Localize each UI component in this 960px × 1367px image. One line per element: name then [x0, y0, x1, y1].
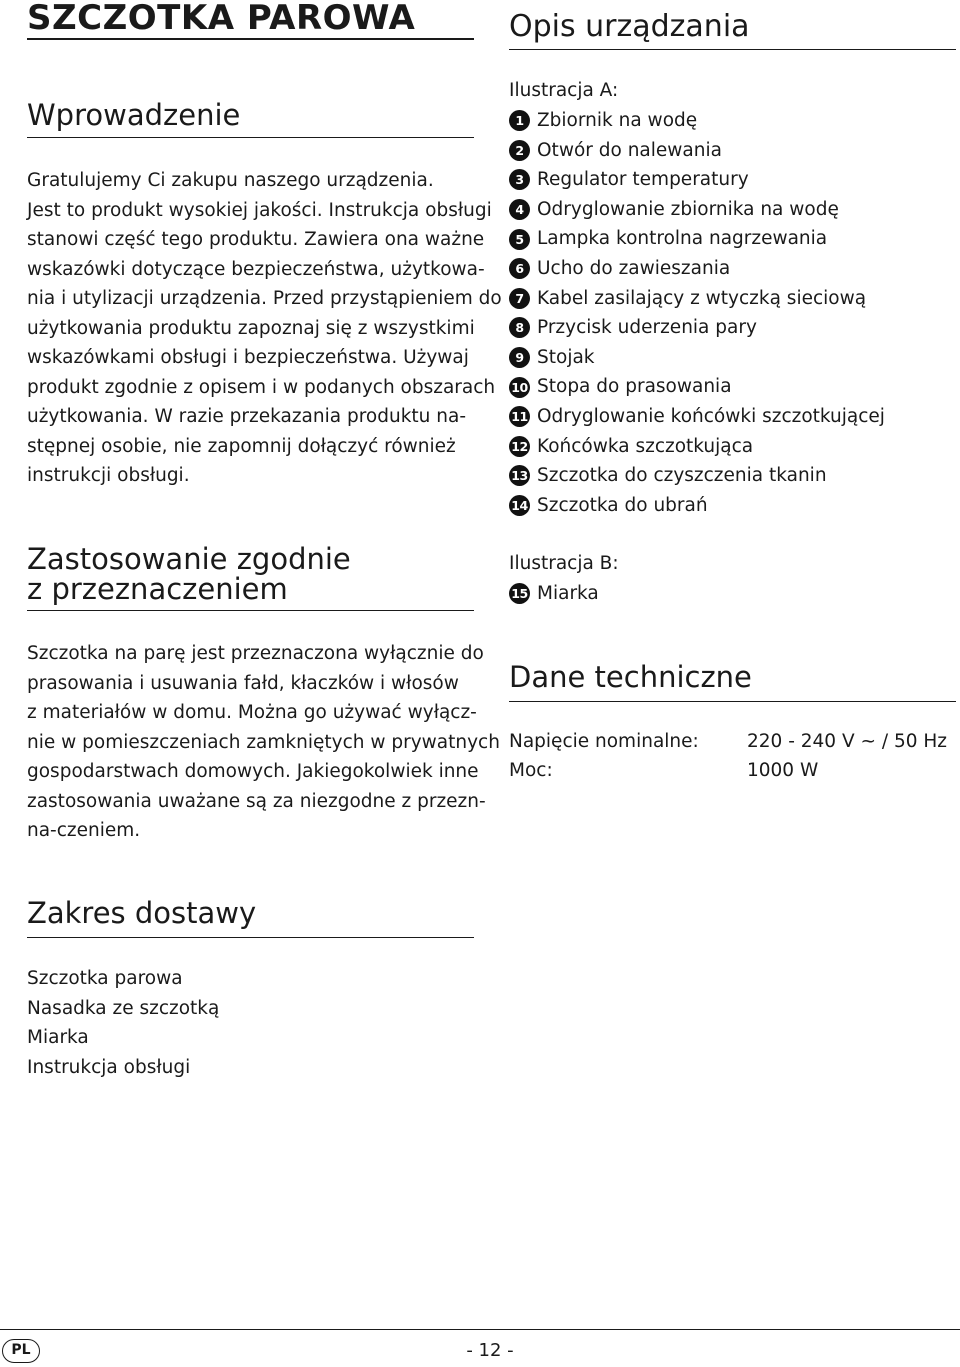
tech-value: 1000 W	[747, 760, 819, 781]
text-line: użytkowania. W razie przekazania produktu na-	[27, 406, 467, 427]
footer-divider	[0, 1329, 960, 1330]
list-item	[509, 461, 885, 491]
part-label: Stojak	[537, 346, 595, 368]
text-line: nie w pomieszczeniach zamkniętych w prywatnych	[27, 731, 500, 753]
delivery-item: Instrukcja obsługi	[27, 1056, 191, 1078]
text-line: Jest to produkt wysokiej jakości. Instrukcja obsługi	[27, 199, 492, 221]
part-label: Przycisk uderzenia pary	[537, 317, 757, 339]
delivery-item: Szczotka parowa	[27, 968, 183, 989]
list-item	[509, 432, 885, 462]
part-label: Kabel zasilający z wtyczką sieciową	[537, 287, 867, 309]
part-label: Miarka	[537, 583, 599, 604]
heading-line: z przeznaczeniem	[27, 572, 288, 606]
text-line: Szczotka na parę jest przeznaczona wyłącznie do	[27, 643, 484, 664]
page-title: SZCZOTKA PAROWA	[27, 0, 474, 40]
number-badge: 6	[509, 258, 530, 279]
list-item	[509, 313, 885, 343]
part-label: Końcówka szczotkująca	[537, 435, 754, 457]
part-label: Zbiornik na wodę	[537, 110, 698, 131]
part-label: Szczotka do czyszczenia tkanin	[537, 465, 827, 487]
text-line: Gratulujemy Ci zakupu naszego urządzenia.	[27, 170, 434, 191]
list-item	[509, 491, 885, 521]
text-line: z materiałów w domu. Można go używać wyłącz-	[27, 702, 477, 723]
text-line: wskazówkami obsługi i bezpieczeństwa. Używaj	[27, 347, 469, 368]
list-item	[509, 579, 599, 609]
list-item	[509, 372, 885, 402]
text-line: zastosowania uważane są za niezgodne z przezn-	[27, 790, 486, 812]
delivery-list	[27, 964, 474, 1082]
tech-value: 220 - 240 V ~ / 50 Hz	[747, 731, 948, 752]
text-line: nia i utylizacji urządzenia. Przed przystąpieniem do	[27, 288, 502, 309]
number-badge: 15	[509, 583, 530, 604]
text-line: użytkowania produktu zapoznaj się z wszystkimi	[27, 317, 475, 339]
number-badge: 11	[509, 406, 530, 427]
number-badge: 5	[509, 229, 530, 250]
list-item	[509, 284, 885, 314]
part-label: Ucho do zawieszania	[537, 257, 731, 279]
number-badge: 4	[509, 199, 530, 220]
number-badge: 13	[509, 465, 530, 486]
list-item	[509, 136, 885, 166]
number-badge: 8	[509, 317, 530, 338]
part-label: Otwór do nalewania	[537, 139, 722, 161]
list-item	[509, 165, 885, 195]
text-line: stępnej osobie, nie zapomnij dołączyć również	[27, 435, 456, 457]
heading-technical-data: Dane techniczne	[509, 662, 956, 702]
text-line: wskazówki dotyczące bezpieczeństwa, użytkowa-	[27, 258, 485, 280]
number-badge: 3	[509, 169, 530, 190]
list-item	[509, 254, 885, 284]
number-badge: 7	[509, 288, 530, 309]
delivery-item: Miarka	[27, 1027, 89, 1048]
heading-delivery-scope: Zakres dostawy	[27, 898, 474, 938]
part-label: Stopa do prasowania	[537, 376, 732, 398]
heading-line: Zastosowanie zgodnie	[27, 542, 351, 576]
text-line: produkt zgodnie z opisem i w podanych obszarach	[27, 376, 496, 398]
illustration-b-label: Ilustracja B:	[509, 553, 619, 574]
part-label: Szczotka do ubrań	[537, 494, 708, 516]
tech-key: Napięcie nominalne:	[509, 731, 699, 752]
text-line: na-czeniem.	[27, 820, 141, 841]
number-badge: 9	[509, 347, 530, 368]
illustration-a-label: Ilustracja A:	[509, 80, 619, 101]
number-badge: 12	[509, 436, 530, 457]
list-item	[509, 106, 885, 136]
introduction-text	[27, 166, 502, 491]
section-title-description: Opis urządzania	[509, 10, 956, 50]
list-item	[509, 224, 885, 254]
language-badge: PL	[2, 1339, 40, 1363]
text-line: gospodarstwach domowych. Jakiegokolwiek inne	[27, 761, 479, 782]
part-label: Odryglowanie zbiornika na wodę	[537, 198, 839, 220]
text-line: stanowi część tego produktu. Zawiera ona ważne	[27, 229, 485, 250]
parts-list-b	[509, 579, 599, 609]
text-line: prasowania i usuwania fałd, kłaczków i włosów	[27, 672, 459, 694]
text-line: instrukcji obsługi.	[27, 465, 190, 486]
number-badge: 14	[509, 495, 530, 516]
tech-key: Moc:	[509, 760, 553, 781]
number-badge: 10	[509, 377, 530, 398]
parts-list-a	[509, 106, 885, 520]
list-item	[509, 195, 885, 225]
heading-intended-use	[27, 544, 474, 611]
page-number: - 12 -	[466, 1340, 514, 1361]
delivery-item: Nasadka ze szczotką	[27, 997, 220, 1019]
intended-use-text	[27, 639, 500, 846]
heading-introduction: Wprowadzenie	[27, 100, 474, 138]
list-item	[509, 343, 885, 373]
part-label: Regulator temperatury	[537, 169, 749, 191]
number-badge: 2	[509, 140, 530, 161]
number-badge: 1	[509, 110, 530, 131]
list-item	[509, 402, 885, 432]
part-label: Odryglowanie końcówki szczotkującej	[537, 405, 885, 427]
part-label: Lampka kontrolna nagrzewania	[537, 228, 828, 250]
